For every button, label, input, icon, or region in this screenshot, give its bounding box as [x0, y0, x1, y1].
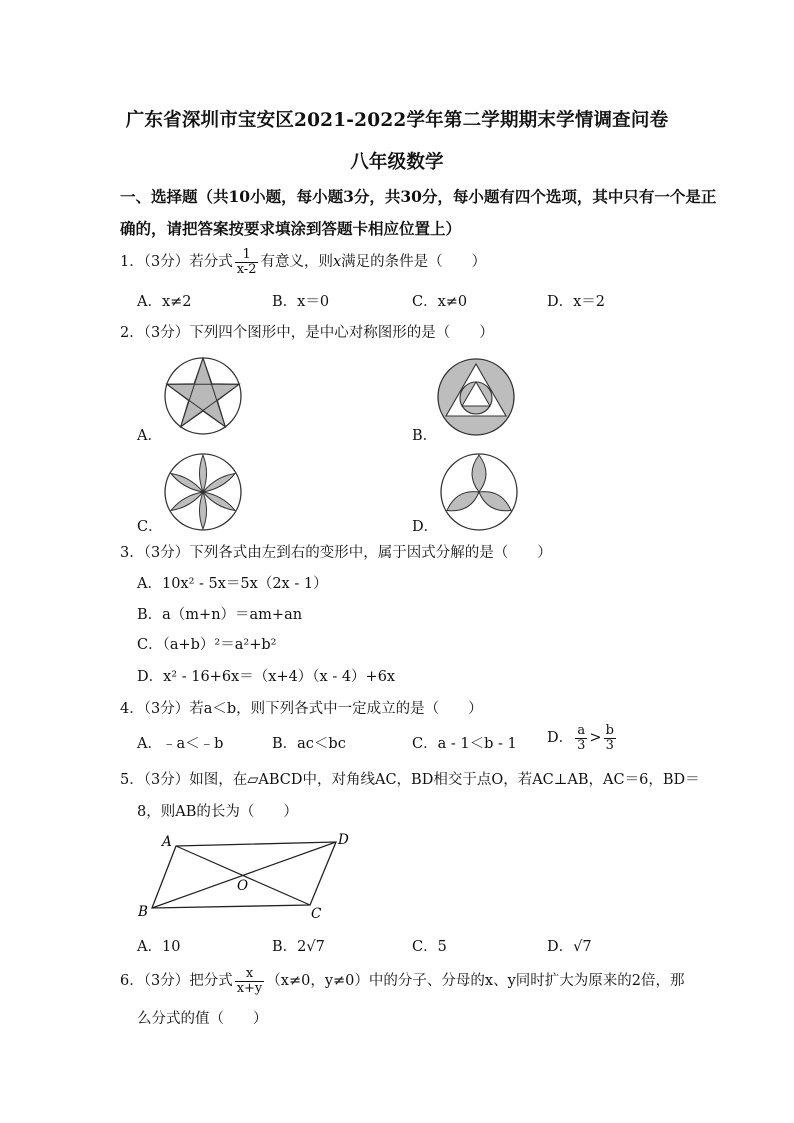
- q6-fraction: $\frac{x}{x+y}$: [236, 966, 263, 996]
- q4-option-c[interactable]: C．a - 1＜b - 1: [412, 736, 517, 752]
- paper-subtitle: 八年级数学: [350, 152, 444, 173]
- q4-option-d[interactable]: D． $\frac{a}{3}$ > $\frac{b}{3}$: [547, 723, 614, 753]
- q2-option-a[interactable]: A．: [137, 428, 162, 444]
- section-heading-line2: 确的，请把答案按要求填涂到答题卡相应位置上）: [120, 219, 462, 238]
- point-label-c: C: [311, 906, 322, 922]
- q2-option-b[interactable]: B．: [412, 428, 438, 444]
- q3-option-d[interactable]: D．x² - 16+6x＝（x+4）（x - 4）+6x: [137, 669, 396, 685]
- question-6-line1: 6．（3分）把分式 $\frac{x}{x+y}$ （x≠0，y≠0）中的分子、分母的x、y同时扩大为原来的2倍，那: [120, 966, 685, 996]
- point-label-d: D: [338, 832, 349, 848]
- paper-title: 广东省深圳市宝安区2021-2022学年第二学期期末学情调查问卷: [125, 110, 669, 131]
- section-heading-line1: 一、选择题（共10小题，每小题3分，共30分，每小题有四个选项，其中只有一个是正: [120, 187, 717, 206]
- q4-option-a[interactable]: A．﹣a＜﹣b: [137, 736, 224, 752]
- q2-option-d[interactable]: D．: [412, 519, 439, 535]
- q1-option-d[interactable]: D．x＝2: [547, 294, 606, 310]
- parallelogram-figure: [130, 826, 360, 926]
- question-4: 4．（3分）若a＜b，则下列各式中一定成立的是（ ）: [120, 701, 483, 717]
- q1-option-b[interactable]: B．x＝0: [272, 294, 330, 310]
- question-3: 3．（3分）下列各式由左到右的变形中，属于因式分解的是（ ）: [120, 545, 552, 561]
- question-5-line2: 8，则AB的长为（ ）: [137, 804, 298, 820]
- q4-option-b[interactable]: B．ac＜bc: [272, 736, 346, 752]
- question-1: 1．（3分）若分式 $\frac{1}{x-2}$ 有意义，则x满足的条件是（ ）: [120, 247, 487, 277]
- q1-option-a[interactable]: A．x≠2: [137, 294, 192, 310]
- question-5-line1: 5．（3分）如图，在▱ABCD中，对角线AC，BD相交于点O，若AC⊥AB，AC＝6，BD＝: [120, 772, 700, 788]
- q5-option-d[interactable]: D．√7: [547, 939, 592, 955]
- q1-option-c[interactable]: C．x≠0: [412, 294, 468, 310]
- point-label-o: O: [237, 878, 249, 894]
- question-6-line2: 么分式的值（ ）: [137, 1011, 268, 1027]
- q5-option-c[interactable]: C．5: [412, 939, 447, 955]
- figure-star-in-circle: [163, 356, 243, 436]
- figure-triangle-in-circle: [436, 357, 516, 437]
- point-label-b: B: [138, 904, 148, 920]
- q5-option-a[interactable]: A．10: [137, 939, 181, 955]
- q3-option-a[interactable]: A．10x² - 5x＝5x（2x - 1）: [137, 576, 328, 592]
- q1-fraction: $\frac{1}{x-2}$: [236, 247, 257, 277]
- q3-option-b[interactable]: B．a（m+n）＝am+an: [137, 607, 303, 623]
- q2-option-c[interactable]: C．: [137, 519, 163, 535]
- question-2: 2．（3分）下列四个图形中，是中心对称图形的是（ ）: [120, 325, 494, 341]
- figure-three-leaves: [439, 452, 519, 532]
- point-label-a: A: [162, 834, 172, 850]
- q3-option-c[interactable]: C．（a+b）²＝a²+b²: [137, 637, 277, 653]
- figure-six-petals: [163, 452, 243, 532]
- q5-option-b[interactable]: B．2√7: [272, 939, 325, 955]
